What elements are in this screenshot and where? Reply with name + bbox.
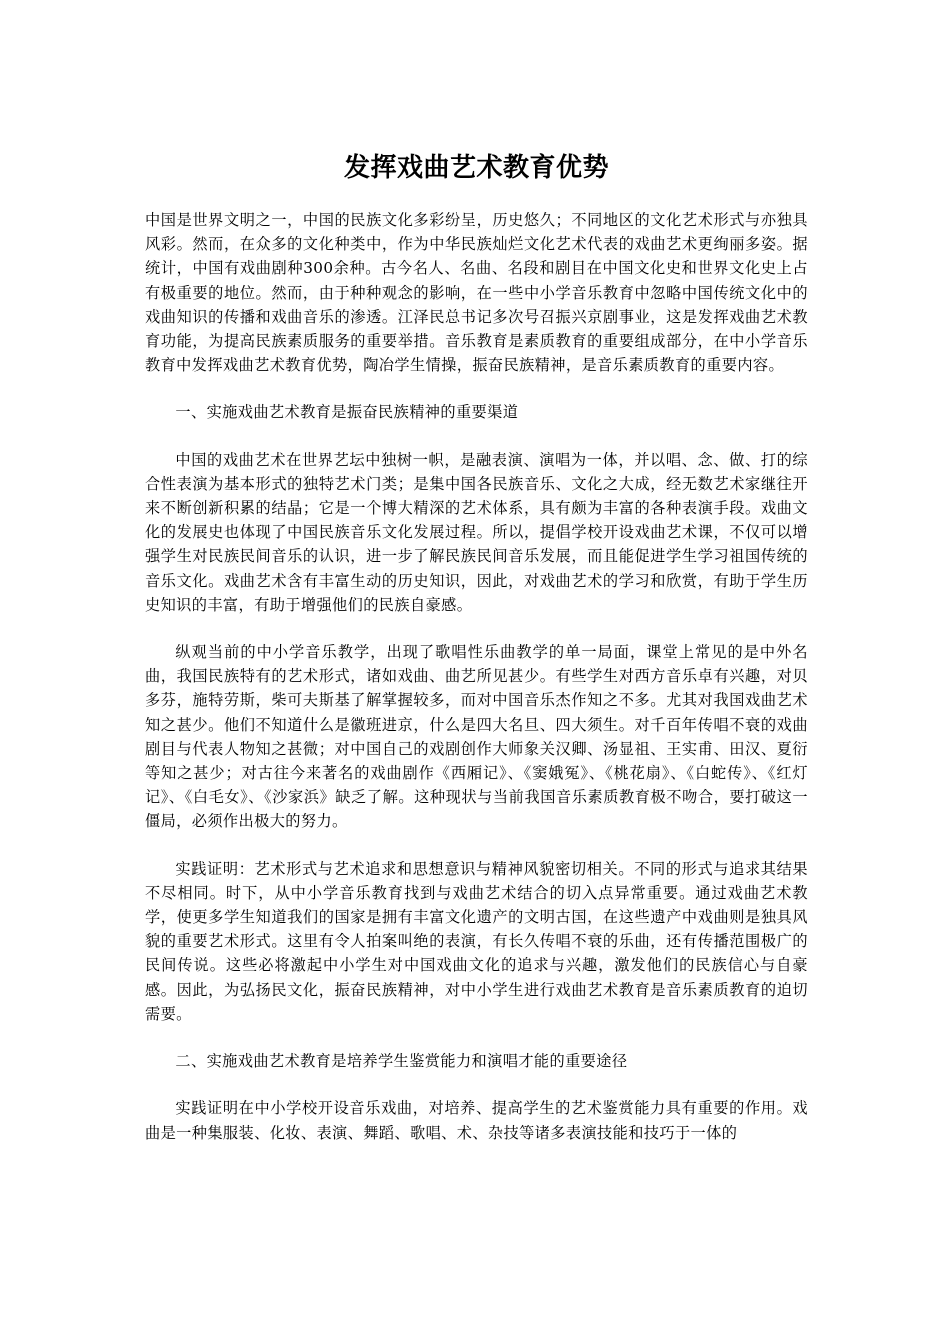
intro-paragraph: 中国是世界文明之一，中国的民族文化多彩纷呈，历史悠久；不同地区的文化艺术形式与亦独具风彩。然而，在众多的文化种类中，作为中华民族灿烂文化艺术代表的戏曲艺术更绚丽多姿。据统计，中国有戏曲剧种300余种。古今名人、名曲、名段和剧目在中国文化史和世界文化史上占有极重要的地位。然而，由于种种观念的影响，在一些中小学音乐教育中忽略中国传统文化中的戏曲知识的传播和戏曲音乐的渗透。江泽民总书记多次号召振兴京剧事业，这是发挥戏曲艺术教育功能，为提高民族素质服务的重要举措。音乐教育是素质教育的重要组成部分，在中小学音乐教育中发挥戏曲艺术教育优势，陶冶学生情操，振奋民族精神，是音乐素质教育的重要内容。: [145, 211, 808, 375]
document-body: [145, 148, 808, 1168]
section-heading-1: 一、实施戏曲艺术教育是振奋民族精神的重要渠道: [175, 403, 519, 422]
body-paragraph: 实践证明在中小学校开设音乐戏曲，对培养、提高学生的艺术鉴赏能力具有重要的作用。戏曲是一种集服装、化妆、表演、舞蹈、歌唱、术、杂技等诸多表演技能和技巧于一体的: [145, 1099, 808, 1142]
document-title: 发挥戏曲艺术教育优势: [343, 153, 609, 183]
body-paragraph: 中国的戏曲艺术在世界艺坛中独树一帜，是融表演、演唱为一体，并以唱、念、做、打的综合性表演为基本形式的独特艺术门类；是集中国各民族音乐、文化之大成，经无数艺术家继往开来不断创新积累的结晶；它是一个博大精深的艺术体系，具有颇为丰富的各种表演手段。戏曲文化的发展史也体现了中国民族音乐文化发展过程。所以，提倡学校开设戏曲艺术课，不仅可以增强学生对民族民间音乐的认识，进一步了解民族民间音乐发展，而且能促进学生学习祖国传统的音乐文化。戏曲艺术含有丰富生动的历史知识，因此，对戏曲艺术的学习和欣赏，有助于学生历史知识的丰富，有助于增强他们的民族自豪感。: [145, 450, 808, 614]
section-heading-2: 二、实施戏曲艺术教育是培养学生鉴赏能力和演唱才能的重要途径: [175, 1052, 628, 1071]
body-paragraph: 实践证明：艺术形式与艺术追求和思想意识与精神风貌密切相关。不同的形式与追求其结果不尽相同。时下，从中小学音乐教育找到与戏曲艺术结合的切入点异常重要。通过戏曲艺术教学，使更多学生知道我们的国家是拥有丰富文化遗产的文明古国，在这些遗产中戏曲则是独具风貌的重要艺术形式。这里有令人拍案叫绝的表演，有长久传唱不衰的乐曲，还有传播范围极广的民间传说。这些必将激起中小学生对中国戏曲文化的追求与兴趣，激发他们的民族信心与自豪感。因此，为弘扬民文化，振奋民族精神，对中小学生进行戏曲艺术教育是音乐素质教育的迫切需要。: [145, 859, 808, 1023]
body-paragraph: 纵观当前的中小学音乐教学，出现了歌唱性乐曲教学的单一局面，课堂上常见的是中外名曲，我国民族特有的艺术形式，诸如戏曲、曲艺所见甚少。有些学生对西方音乐卓有兴趣，对贝多芬，施特劳斯，柴可夫斯基了解掌握较多，而对中国音乐杰作知之不多。尤其对我国戏曲艺术知之甚少。他们不知道什么是徽班进京，什么是四大名旦、四大须生。对千百年传唱不衰的戏曲剧目与代表人物知之甚微；对中国自己的戏剧创作大师象关汉卿、汤显祖、王实甫、田汉、夏衍等知之甚少；对古往今来著名的戏曲剧作《西厢记》、《窦娥冤》、《桃花扇》、《白蛇传》、《红灯记》、《白毛女》、《沙家浜》缺乏了解。这种现状与当前我国音乐素质教育极不吻合，要打破这一僵局，必须作出极大的努力。: [145, 643, 808, 831]
